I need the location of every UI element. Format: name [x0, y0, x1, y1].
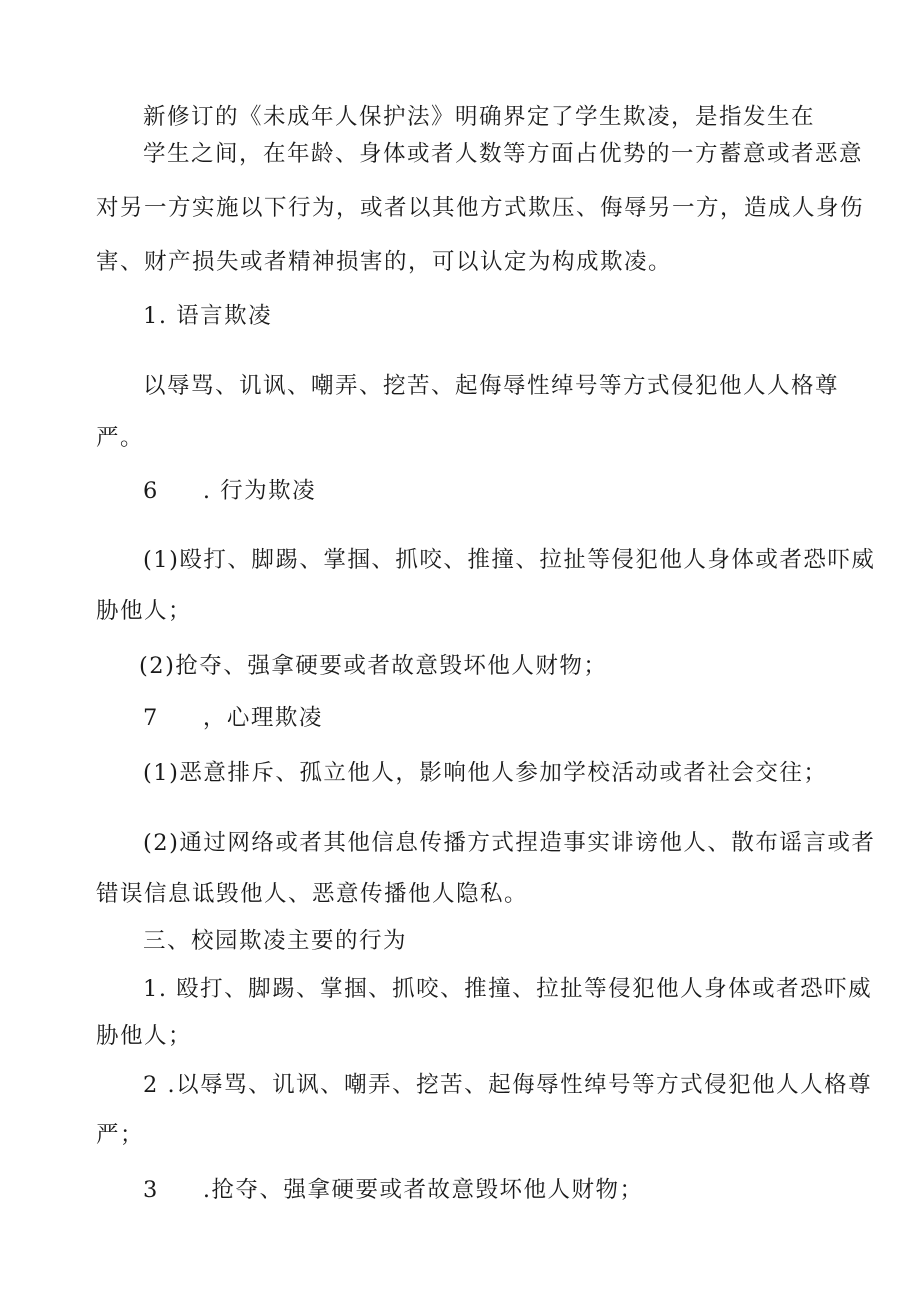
psychological-item-1: (1)恶意排斥、孤立他人，影响他人参加学校活动或者社会交往；	[143, 760, 828, 786]
heading-psychological-bullying	[143, 703, 323, 733]
list-number: 3	[143, 1177, 159, 1203]
item-text: .抢夺、强拿硬要或者故意毁坏他人财物；	[202, 1177, 644, 1203]
heading-text: ，心理欺凌	[202, 705, 323, 731]
physical-item-2: (2)抢夺、强拿硬要或者故意毁坏他人财物；	[139, 653, 608, 679]
psychological-item-2-line-1: (2)通过网络或者其他信息传播方式捏造事实诽谤他人、散布谣言或者	[143, 830, 876, 856]
verbal-bullying-line-1: 以辱骂、讥讽、嘲弄、挖苦、起侮辱性绰号等方式侵犯他人人格尊	[143, 373, 840, 399]
list-number: 7	[143, 705, 159, 731]
verbal-bullying-line-2: 严。	[96, 425, 145, 451]
physical-item-1-line-2: 胁他人；	[96, 598, 193, 624]
paragraph-intro-line-2: 学生之间，在年龄、身体或者人数等方面占优势的一方蓄意或者恶意	[143, 141, 864, 167]
heading-physical-bullying	[143, 476, 316, 506]
heading-text: . 行为欺凌	[202, 478, 317, 504]
section-heading-main-behaviors: 三、校园欺凌主要的行为	[143, 928, 408, 954]
physical-item-1-line-1: (1)殴打、脚踢、掌掴、抓咬、推撞、拉扯等侵犯他人身体或者恐吓威	[143, 547, 876, 573]
list-number: 6	[143, 478, 159, 504]
psychological-item-2-line-2: 错误信息诋毁他人、恶意传播他人隐私。	[96, 881, 529, 907]
paragraph-intro-line-4: 害、财产损失或者精神损害的，可以认定为构成欺凌。	[96, 249, 673, 275]
behavior-item-1-line-2: 胁他人；	[96, 1023, 193, 1049]
heading-verbal-bullying: 1. 语言欺凌	[143, 303, 273, 329]
behavior-item-2-line-1: 2 .以辱骂、讥讽、嘲弄、挖苦、起侮辱性绰号等方式侵犯他人人格尊	[143, 1072, 873, 1098]
paragraph-intro-line-1: 新修订的《未成年人保护法》明确界定了学生欺凌，是指发生在	[143, 104, 816, 130]
behavior-item-2-line-2: 严；	[96, 1122, 145, 1148]
behavior-item-1-line-1: 1. 殴打、脚踢、掌掴、抓咬、推撞、拉扯等侵犯他人身体或者恐吓威	[143, 976, 873, 1002]
paragraph-intro-line-3: 对另一方实施以下行为，或者以其他方式欺压、侮辱另一方，造成人身伤	[96, 195, 865, 221]
behavior-item-3	[143, 1175, 643, 1205]
